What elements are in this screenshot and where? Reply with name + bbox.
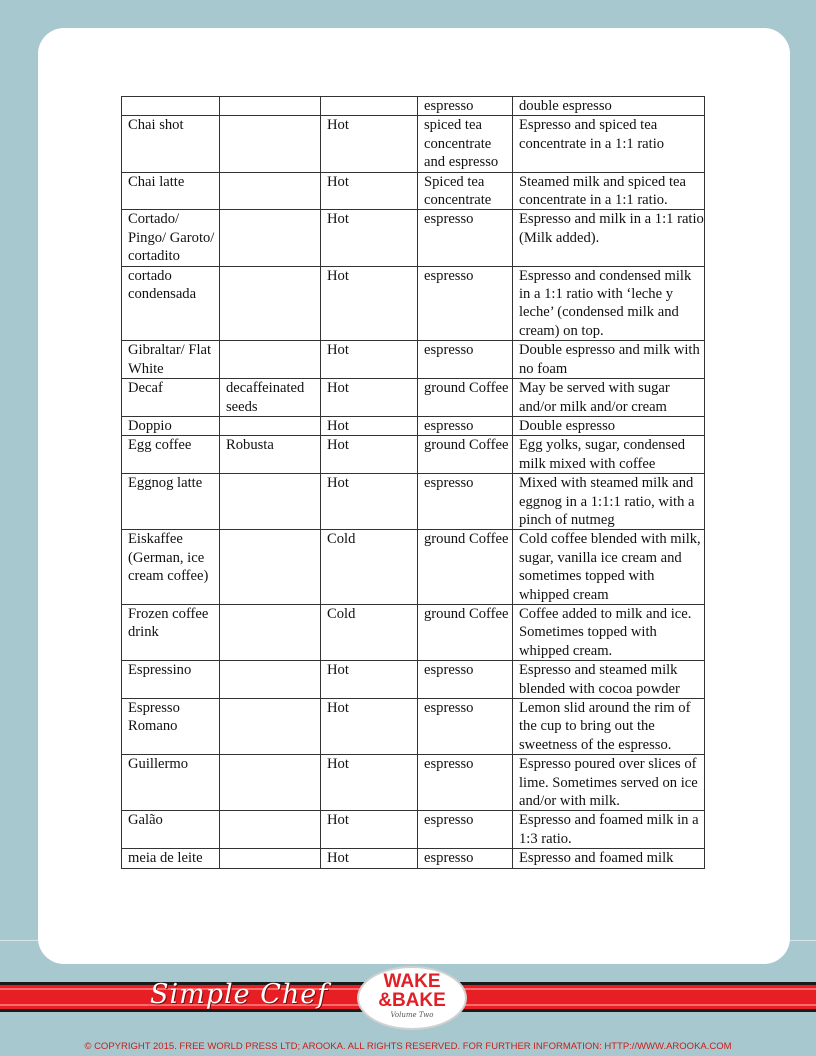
table-row xyxy=(122,266,705,341)
table-cell: Hot xyxy=(321,755,418,811)
table-cell: Hot xyxy=(321,474,418,530)
table-cell: Frozen coffee drink xyxy=(122,604,220,660)
table-cell: Guillermo xyxy=(122,755,220,811)
table-cell xyxy=(220,341,321,379)
table-cell: Espresso and foamed milk in a 1:3 ratio. xyxy=(513,811,705,849)
table-row xyxy=(122,604,705,660)
table-cell xyxy=(220,849,321,868)
table-cell xyxy=(220,604,321,660)
table-cell xyxy=(220,266,321,341)
table-cell xyxy=(220,699,321,755)
table-cell: Gibraltar/ Flat White xyxy=(122,341,220,379)
table-cell: Chai shot xyxy=(122,116,220,172)
table-cell: Hot xyxy=(321,699,418,755)
table-row xyxy=(122,210,705,266)
table-cell: Robusta xyxy=(220,436,321,474)
table-cell: Cold xyxy=(321,530,418,605)
table-row xyxy=(122,661,705,699)
table-cell xyxy=(220,811,321,849)
table-cell xyxy=(122,97,220,116)
copyright-notice: © COPYRIGHT 2015. FREE WORLD PRESS LTD; AROOKA. ALL RIGHTS RESERVED. FOR FURTHER INFORMATION: HTTP://WWW.AROOKA.COM xyxy=(84,1041,732,1052)
table-cell: cortado condensada xyxy=(122,266,220,341)
table-cell: ground Coffee xyxy=(418,604,513,660)
table-cell xyxy=(220,172,321,210)
table-row xyxy=(122,97,705,116)
table-cell: Eiskaffee (German, ice cream coffee) xyxy=(122,530,220,605)
table-cell: Espresso and milk in a 1:1 ratio (Milk added). xyxy=(513,210,705,266)
table-cell: spiced tea concentrate and espresso xyxy=(418,116,513,172)
table-cell: Steamed milk and spiced tea concentrate in a 1:1 ratio. xyxy=(513,172,705,210)
table-cell: Hot xyxy=(321,661,418,699)
table-cell: Double espresso xyxy=(513,416,705,435)
table-cell: Espresso Romano xyxy=(122,699,220,755)
table-cell: Hot xyxy=(321,379,418,417)
table-cell: Double espresso and milk with no foam xyxy=(513,341,705,379)
table-cell: Hot xyxy=(321,811,418,849)
table-cell: Hot xyxy=(321,416,418,435)
table-cell: espresso xyxy=(418,474,513,530)
table-cell: Doppio xyxy=(122,416,220,435)
table-row xyxy=(122,116,705,172)
table-cell: Espressino xyxy=(122,661,220,699)
table-cell: May be served with sugar and/or milk and/or cream xyxy=(513,379,705,417)
table-cell: meia de leite xyxy=(122,849,220,868)
table-cell: espresso xyxy=(418,210,513,266)
table-cell: espresso xyxy=(418,755,513,811)
table-row xyxy=(122,811,705,849)
logo-subtitle: Volume Two xyxy=(390,1011,434,1019)
table-cell: Espresso and spiced tea concentrate in a 1:1 ratio xyxy=(513,116,705,172)
table-cell: Decaf xyxy=(122,379,220,417)
table-row xyxy=(122,341,705,379)
table-cell xyxy=(220,97,321,116)
table-row xyxy=(122,416,705,435)
table-cell: Hot xyxy=(321,341,418,379)
table-cell: Chai latte xyxy=(122,172,220,210)
table-row xyxy=(122,530,705,605)
table-cell: Cold coffee blended with milk, sugar, vanilla ice cream and sometimes topped with whipped cream xyxy=(513,530,705,605)
table-cell xyxy=(220,474,321,530)
table-row xyxy=(122,755,705,811)
table-cell: Lemon slid around the rim of the cup to bring out the sweetness of the espresso. xyxy=(513,699,705,755)
table-cell: Egg coffee xyxy=(122,436,220,474)
table-cell: Hot xyxy=(321,436,418,474)
table-cell: double espresso xyxy=(513,97,705,116)
table-cell xyxy=(220,416,321,435)
table-cell: Galão xyxy=(122,811,220,849)
table-cell: Egg yolks, sugar, condensed milk mixed with coffee xyxy=(513,436,705,474)
table-cell: espresso xyxy=(418,341,513,379)
wake-bake-logo xyxy=(357,966,467,1030)
logo-line-2: &BAKE xyxy=(378,990,446,1011)
coffee-drinks-table xyxy=(121,96,705,869)
table-cell: ground Coffee xyxy=(418,379,513,417)
brand-name: Simple Chef xyxy=(150,979,329,1010)
table-cell: espresso xyxy=(418,811,513,849)
table-cell: espresso xyxy=(418,699,513,755)
table-cell xyxy=(220,210,321,266)
table-cell: espresso xyxy=(418,266,513,341)
table-cell: Hot xyxy=(321,116,418,172)
table-cell: ground Coffee xyxy=(418,530,513,605)
table-cell: Eggnog latte xyxy=(122,474,220,530)
table-cell: espresso xyxy=(418,661,513,699)
table-row xyxy=(122,172,705,210)
table-cell xyxy=(220,661,321,699)
table-row xyxy=(122,436,705,474)
table-cell: Cold xyxy=(321,604,418,660)
table-cell: espresso xyxy=(418,416,513,435)
table-cell: ground Coffee xyxy=(418,436,513,474)
table-cell: Espresso and steamed milk blended with cocoa powder xyxy=(513,661,705,699)
table-cell: Coffee added to milk and ice. Sometimes topped with whipped cream. xyxy=(513,604,705,660)
table-cell: Hot xyxy=(321,849,418,868)
table-cell xyxy=(220,755,321,811)
table-cell xyxy=(321,97,418,116)
table-row xyxy=(122,474,705,530)
table-cell: Hot xyxy=(321,172,418,210)
table-row xyxy=(122,379,705,417)
table-cell: Spiced tea concentrate xyxy=(418,172,513,210)
table-cell: Espresso and foamed milk xyxy=(513,849,705,868)
table-cell: espresso xyxy=(418,97,513,116)
logo-line-1: WAKE xyxy=(383,971,441,992)
table-cell: decaffeinated seeds xyxy=(220,379,321,417)
table-cell: Espresso and condensed milk in a 1:1 ratio with ‘leche y leche’ (condensed milk and cream) on top. xyxy=(513,266,705,341)
table-cell: Espresso poured over slices of lime. Sometimes served on ice and/or with milk. xyxy=(513,755,705,811)
table-row xyxy=(122,849,705,868)
table-body xyxy=(122,97,705,869)
table-cell: Mixed with steamed milk and eggnog in a 1:1:1 ratio, with a pinch of nutmeg xyxy=(513,474,705,530)
table-cell: espresso xyxy=(418,849,513,868)
table-cell: Hot xyxy=(321,210,418,266)
table-cell: Cortado/ Pingo/ Garoto/ cortadito xyxy=(122,210,220,266)
table-cell: Hot xyxy=(321,266,418,341)
table-cell xyxy=(220,530,321,605)
table-row xyxy=(122,699,705,755)
table-cell xyxy=(220,116,321,172)
